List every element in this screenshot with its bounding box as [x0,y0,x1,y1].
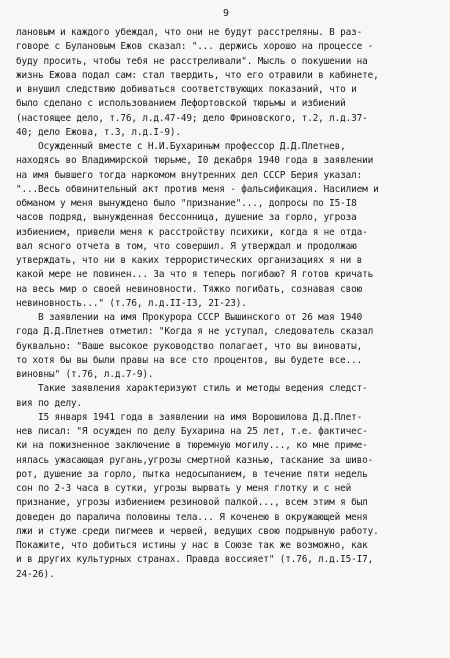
paragraph [16,411,436,582]
text-line: обманом у меня вынуждено было "признание"..., допросы по I5-I8 [16,198,357,209]
text-line: какой мере не повинен... За что я теперь погибаю? Я готов кричать [16,269,374,281]
paragraph [16,140,436,311]
text-line: невиновность..." (т.76, л.д.II-I3, 2I-23). [16,297,247,309]
text-line: лжи и стуже среди пигмеев и червей, ведущих свою подрывную работу. [16,525,379,537]
text-line: доведен до паралича половины тела... Я коченею в окружающей меня [16,511,368,523]
text-line: 24-26). [16,568,55,580]
text-line: I5 января 1941 года в заявлении на имя Ворошилова Д.Д.Плет- [16,411,363,423]
paragraph [16,382,436,411]
text-line: было сделано с использованием Лефортовской тюрьмы и избиений [16,98,346,110]
text-line: рот, душение за горло, пытка недосыпанием, в течение пяти недель [16,468,368,480]
text-line: вия по делу. [16,397,82,409]
text-line: "...Весь обвинительный акт против меня - фальсификация. Насилием и [16,183,379,195]
text-line: вал ясного отчета в том, что совершил. Я утверждал и продолжаю [16,240,357,252]
text-line: Покажите, что добиться истины у нас в Союзе так же возможно, как [16,540,368,551]
text-line: лановым и каждого убеждал, что они не будут расстреляны. В раз- [16,27,363,38]
text-line: на имя бывшего тогда наркомом внутренних дел СССР Берия указал: [16,169,363,181]
text-line: на весь мир о своей невиновности. Тяжко погибать, сознавая свою [16,283,363,295]
text-line: утверждать, что ни в каких террористических организациях я ни в [16,255,363,266]
text-line: и внушил следствию добиваться соответствующих показаний, что и [16,84,357,95]
page-number: 9 [222,8,230,19]
body-text [16,26,436,582]
text-line: 40; дело Ежова, т.3, л.д.I-9). [16,126,181,138]
text-line: буду просить, чтобы тебя не расстреливали". Мысль о покушении на [16,55,368,67]
text-line: Осужденный вместе с Н.И.Бухариным профессор Д.Д.Плетнев, [16,141,346,152]
text-line: говоре с Булановым Ежов сказал: "... держись хорошо на процессе - [16,41,374,53]
text-line: и в других культурных странах. Правда восcияет" (т.76, л.д.I5-I7, [16,554,374,566]
text-line: избиением, привели меня к расстройству психики, когда я не отда- [16,226,368,238]
text-line: находясь во Владимирской тюрьме, I0 декабря 1940 года в заявлении [16,155,374,167]
text-line: признание, угрозы избиением резиновой палкой..., всем этим я был [16,497,368,509]
text-line: нев писал: "Я осужден по делу Бухарина на 25 лет, т.е. фактичес- [16,426,368,437]
text-line: сон по 2-3 часа в сутки, угрозы вырвать у меня глотку и с ней [16,483,352,494]
text-line: буквально: "Ваше высокое руководство полагает, что вы виноваты, [16,340,363,352]
paragraph [16,311,436,382]
text-line: часов подряд, вынужденная бессонница, душение за горло, угроза [16,212,357,224]
text-line: нялась ужасающая ругань,угрозы смертной казнью, таскание за шиво- [16,454,374,466]
text-line: (настоящее дело, т.76, л.д.47-49; дело Фриновского, т.2, л.д.37- [16,112,368,124]
paragraph [16,26,436,140]
text-line: виновны" (т.76, л.д.7-9). [16,369,154,380]
text-line: жизнь Ежова подал сам: стал твердить, что его отравили в кабинете, [16,69,379,81]
text-line: ки на пожизненное заключение в тюремную могилу..., ко мне приме- [16,440,368,452]
text-line: то хотя бы вы были правы на все сто процентов, вы будете все... [16,354,363,366]
text-line: года Д.Д.Плетнев отметил: "Когда я не уступал, следователь сказал [16,326,374,338]
text-line: В заявлении на имя Прокурора СССР Вышинского от 26 мая 1940 [16,312,363,323]
text-line: Такие заявления характеризуют стиль и методы ведения следст- [16,383,368,395]
